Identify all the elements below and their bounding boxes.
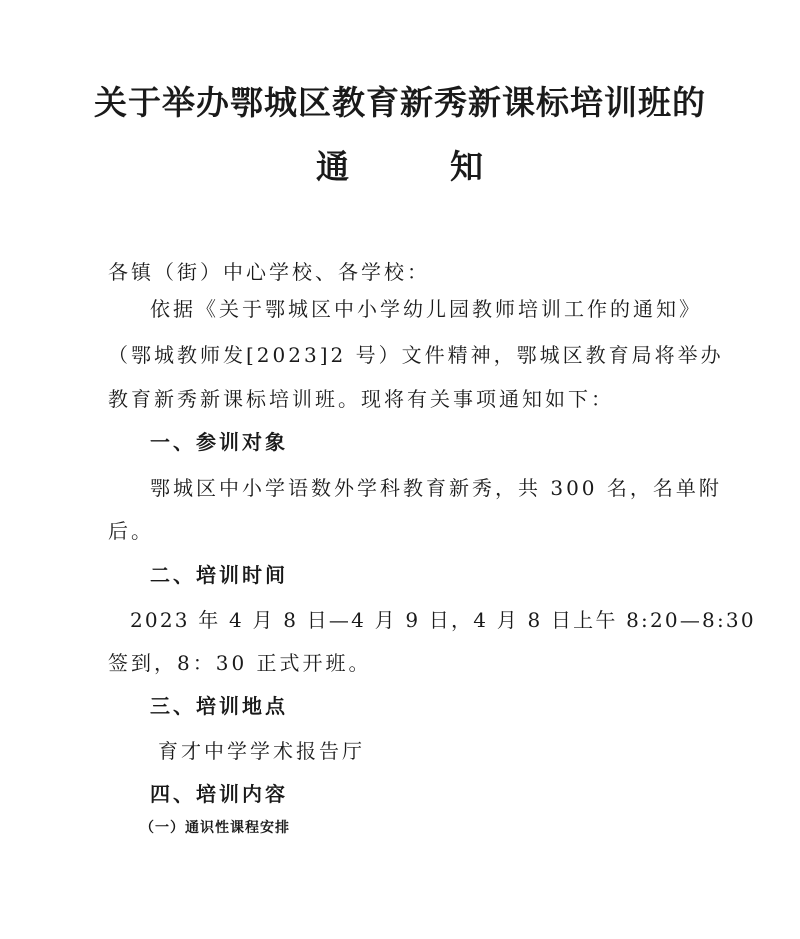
section-text-time-2: 签到，8：30 正式开班。	[108, 651, 372, 675]
section-text-location: 育才中学学术报告厅	[158, 739, 365, 763]
intro-line-1: 依据《关于鄂城区中小学幼儿园教师培训工作的通知》	[150, 297, 702, 321]
title-char-1: 通	[316, 147, 350, 186]
section-heading-content: 四、培训内容	[150, 782, 288, 806]
section-text-participants-1: 鄂城区中小学语数外学科教育新秀，共 300 名，名单附	[150, 476, 722, 500]
title-char-2: 知	[450, 147, 484, 186]
section-text-time-1: 2023 年 4 月 8 日—4 月 9 日，4 月 8 日上午 8:20—8:30	[130, 608, 756, 632]
section-heading-time: 二、培训时间	[150, 563, 288, 587]
section-text-participants-2: 后。	[108, 519, 154, 543]
document-title-notice	[0, 147, 800, 186]
intro-line-3: 教育新秀新课标培训班。现将有关事项通知如下：	[108, 387, 614, 411]
section-heading-location: 三、培训地点	[150, 694, 288, 718]
document-title: 关于举办鄂城区教育新秀新课标培训班的	[94, 83, 706, 122]
subsection-heading-general-courses: （一）通识性课程安排	[140, 820, 290, 836]
salutation: 各镇（街）中心学校、各学校：	[108, 260, 430, 284]
intro-line-2: （鄂城教师发[2023]2 号）文件精神，鄂城区教育局将举办	[108, 343, 724, 367]
section-heading-participants: 一、参训对象	[150, 430, 288, 454]
